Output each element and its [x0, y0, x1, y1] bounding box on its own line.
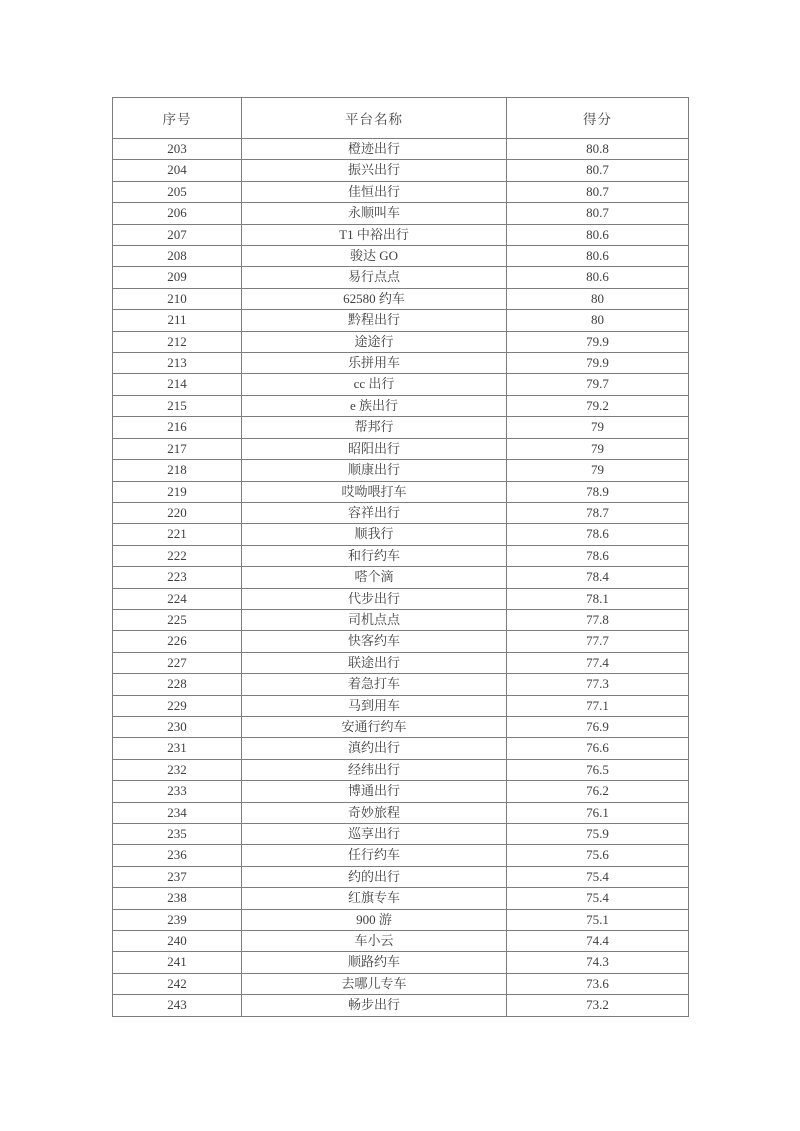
cell-score: 80.7	[507, 181, 689, 202]
cell-index: 217	[113, 438, 242, 459]
table-row	[113, 288, 689, 309]
table-row	[113, 502, 689, 523]
cell-score: 77.1	[507, 695, 689, 716]
table-row	[113, 888, 689, 909]
cell-score: 78.6	[507, 524, 689, 545]
cell-score: 75.4	[507, 888, 689, 909]
cell-platform-name: 滇约出行	[242, 738, 507, 759]
table-row	[113, 781, 689, 802]
cell-platform-name: 橙迹出行	[242, 139, 507, 160]
cell-score: 78.1	[507, 588, 689, 609]
cell-index: 223	[113, 567, 242, 588]
cell-index: 205	[113, 181, 242, 202]
cell-index: 228	[113, 674, 242, 695]
cell-score: 76.2	[507, 781, 689, 802]
cell-platform-name: 快客约车	[242, 631, 507, 652]
cell-score: 73.2	[507, 995, 689, 1016]
cell-platform-name: 顺路约车	[242, 952, 507, 973]
table-row	[113, 952, 689, 973]
cell-index: 243	[113, 995, 242, 1016]
cell-platform-name: 巡享出行	[242, 824, 507, 845]
cell-score: 77.4	[507, 652, 689, 673]
table-row	[113, 310, 689, 331]
cell-platform-name: 嗒个滴	[242, 567, 507, 588]
table-row	[113, 824, 689, 845]
table-row	[113, 973, 689, 994]
header-row	[113, 98, 689, 139]
cell-score: 80	[507, 288, 689, 309]
cell-score: 79	[507, 460, 689, 481]
cell-index: 240	[113, 931, 242, 952]
table-row	[113, 353, 689, 374]
table-row	[113, 652, 689, 673]
cell-score: 80.7	[507, 203, 689, 224]
table-row	[113, 674, 689, 695]
table-row	[113, 374, 689, 395]
cell-index: 231	[113, 738, 242, 759]
cell-platform-name: 安通行约车	[242, 716, 507, 737]
cell-index: 222	[113, 545, 242, 566]
cell-index: 203	[113, 139, 242, 160]
cell-platform-name: 红旗专车	[242, 888, 507, 909]
col-header-platform-name: 平台名称	[242, 98, 507, 139]
cell-score: 77.7	[507, 631, 689, 652]
table-row	[113, 609, 689, 630]
cell-platform-name: T1 中裕出行	[242, 224, 507, 245]
cell-platform-name: 顺康出行	[242, 460, 507, 481]
table-row	[113, 417, 689, 438]
cell-platform-name: 马到用车	[242, 695, 507, 716]
cell-index: 229	[113, 695, 242, 716]
cell-platform-name: cc 出行	[242, 374, 507, 395]
cell-platform-name: 骏达 GO	[242, 246, 507, 267]
cell-index: 235	[113, 824, 242, 845]
table-row	[113, 224, 689, 245]
cell-index: 206	[113, 203, 242, 224]
cell-platform-name: 博通出行	[242, 781, 507, 802]
table-row	[113, 567, 689, 588]
cell-platform-name: 黔程出行	[242, 310, 507, 331]
table-row	[113, 481, 689, 502]
table-row	[113, 395, 689, 416]
cell-index: 230	[113, 716, 242, 737]
table-row	[113, 203, 689, 224]
cell-index: 211	[113, 310, 242, 331]
cell-platform-name: 佳恒出行	[242, 181, 507, 202]
cell-index: 204	[113, 160, 242, 181]
cell-score: 79	[507, 438, 689, 459]
cell-index: 209	[113, 267, 242, 288]
table-row	[113, 995, 689, 1016]
cell-index: 227	[113, 652, 242, 673]
cell-index: 212	[113, 331, 242, 352]
cell-index: 238	[113, 888, 242, 909]
cell-platform-name: 900 游	[242, 909, 507, 930]
table-body	[113, 139, 689, 1017]
cell-score: 79.9	[507, 331, 689, 352]
cell-score: 74.3	[507, 952, 689, 973]
table-row	[113, 909, 689, 930]
cell-platform-name: 帮邦行	[242, 417, 507, 438]
cell-score: 80.6	[507, 246, 689, 267]
cell-score: 80.6	[507, 224, 689, 245]
cell-score: 76.1	[507, 802, 689, 823]
cell-index: 225	[113, 609, 242, 630]
cell-score: 80	[507, 310, 689, 331]
table-row	[113, 588, 689, 609]
cell-index: 216	[113, 417, 242, 438]
cell-score: 75.6	[507, 845, 689, 866]
table-row	[113, 181, 689, 202]
table-row	[113, 931, 689, 952]
cell-score: 77.8	[507, 609, 689, 630]
cell-index: 232	[113, 759, 242, 780]
col-header-score: 得分	[507, 98, 689, 139]
cell-index: 210	[113, 288, 242, 309]
cell-score: 76.9	[507, 716, 689, 737]
table-row	[113, 738, 689, 759]
cell-index: 213	[113, 353, 242, 374]
cell-index: 233	[113, 781, 242, 802]
cell-score: 75.4	[507, 866, 689, 887]
table-row	[113, 545, 689, 566]
cell-platform-name: 约的出行	[242, 866, 507, 887]
cell-platform-name: 62580 约车	[242, 288, 507, 309]
table-row	[113, 759, 689, 780]
cell-index: 219	[113, 481, 242, 502]
cell-platform-name: 车小云	[242, 931, 507, 952]
cell-score: 78.4	[507, 567, 689, 588]
table-row	[113, 716, 689, 737]
cell-index: 214	[113, 374, 242, 395]
table-row	[113, 524, 689, 545]
cell-platform-name: 联途出行	[242, 652, 507, 673]
cell-platform-name: 易行点点	[242, 267, 507, 288]
cell-score: 80.7	[507, 160, 689, 181]
cell-score: 76.5	[507, 759, 689, 780]
cell-platform-name: 畅步出行	[242, 995, 507, 1016]
table-row	[113, 802, 689, 823]
cell-index: 237	[113, 866, 242, 887]
cell-score: 75.1	[507, 909, 689, 930]
cell-index: 220	[113, 502, 242, 523]
table-row	[113, 139, 689, 160]
table-row	[113, 631, 689, 652]
cell-score: 79.2	[507, 395, 689, 416]
cell-index: 221	[113, 524, 242, 545]
cell-score: 75.9	[507, 824, 689, 845]
cell-index: 215	[113, 395, 242, 416]
table-row	[113, 460, 689, 481]
table-row	[113, 438, 689, 459]
cell-score: 80.6	[507, 267, 689, 288]
cell-platform-name: 奇妙旅程	[242, 802, 507, 823]
cell-platform-name: 任行约车	[242, 845, 507, 866]
table-row	[113, 246, 689, 267]
cell-score: 76.6	[507, 738, 689, 759]
table-row	[113, 160, 689, 181]
cell-platform-name: 经纬出行	[242, 759, 507, 780]
cell-index: 242	[113, 973, 242, 994]
cell-score: 78.9	[507, 481, 689, 502]
table-row	[113, 267, 689, 288]
platform-score-table	[112, 97, 689, 1017]
cell-index: 234	[113, 802, 242, 823]
cell-score: 79	[507, 417, 689, 438]
cell-index: 208	[113, 246, 242, 267]
cell-index: 239	[113, 909, 242, 930]
cell-index: 207	[113, 224, 242, 245]
cell-platform-name: e 族出行	[242, 395, 507, 416]
cell-score: 80.8	[507, 139, 689, 160]
cell-platform-name: 容祥出行	[242, 502, 507, 523]
cell-platform-name: 乐拼用车	[242, 353, 507, 374]
table-row	[113, 866, 689, 887]
cell-platform-name: 振兴出行	[242, 160, 507, 181]
cell-platform-name: 司机点点	[242, 609, 507, 630]
cell-platform-name: 途途行	[242, 331, 507, 352]
cell-platform-name: 和行约车	[242, 545, 507, 566]
cell-index: 241	[113, 952, 242, 973]
cell-platform-name: 昭阳出行	[242, 438, 507, 459]
cell-platform-name: 去哪儿专车	[242, 973, 507, 994]
cell-score: 77.3	[507, 674, 689, 695]
cell-platform-name: 着急打车	[242, 674, 507, 695]
cell-index: 224	[113, 588, 242, 609]
cell-platform-name: 代步出行	[242, 588, 507, 609]
cell-index: 226	[113, 631, 242, 652]
cell-score: 79.9	[507, 353, 689, 374]
cell-score: 74.4	[507, 931, 689, 952]
cell-platform-name: 哎呦喂打车	[242, 481, 507, 502]
cell-score: 78.6	[507, 545, 689, 566]
col-header-index: 序号	[113, 98, 242, 139]
cell-index: 236	[113, 845, 242, 866]
table-header	[113, 98, 689, 139]
cell-index: 218	[113, 460, 242, 481]
table-row	[113, 331, 689, 352]
table-row	[113, 695, 689, 716]
cell-score: 78.7	[507, 502, 689, 523]
cell-platform-name: 顺我行	[242, 524, 507, 545]
table-row	[113, 845, 689, 866]
cell-score: 73.6	[507, 973, 689, 994]
cell-platform-name: 永顺叫车	[242, 203, 507, 224]
cell-score: 79.7	[507, 374, 689, 395]
